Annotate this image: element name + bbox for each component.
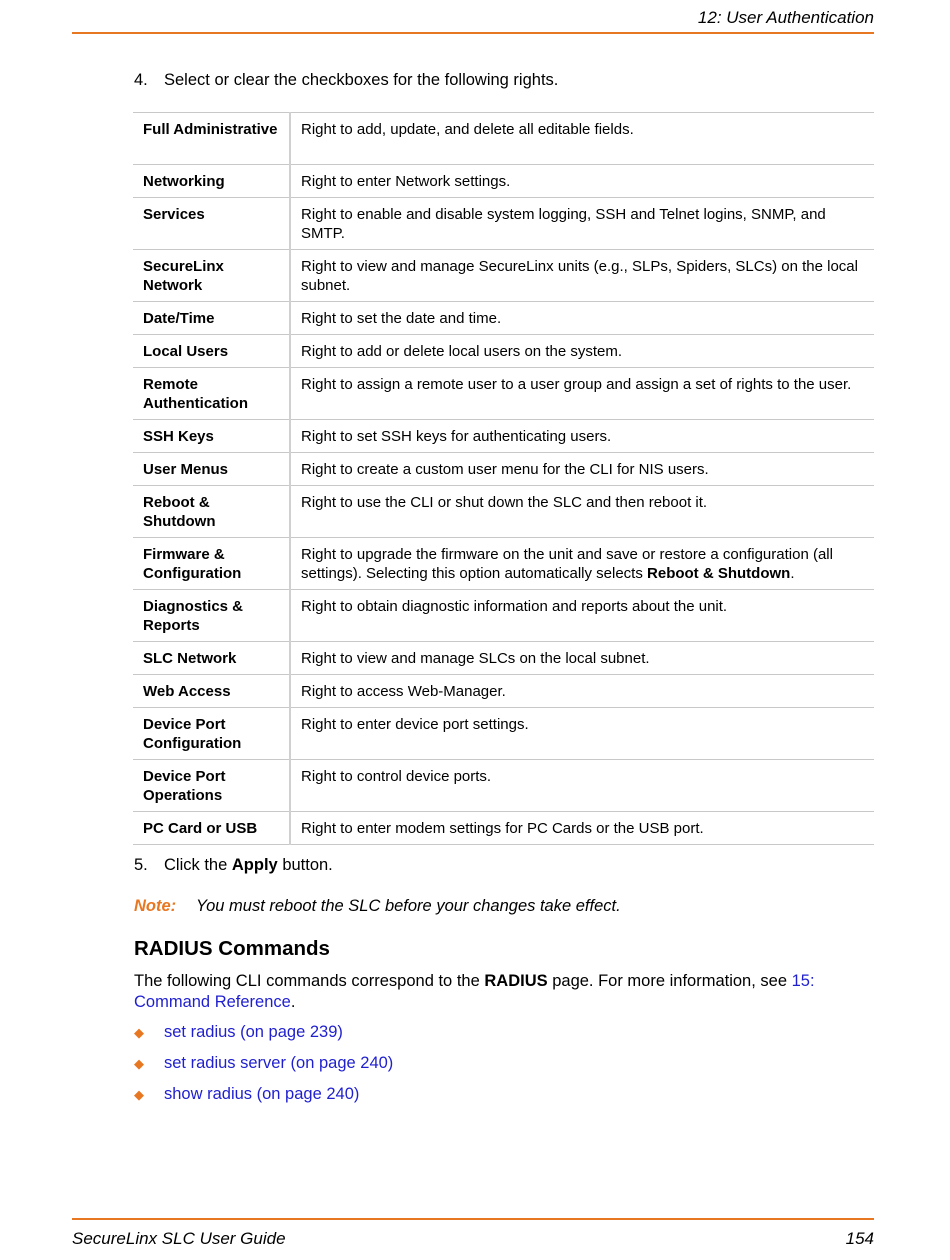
right-name: Device Port Configuration — [133, 708, 290, 760]
chapter-title: 12: User Authentication — [697, 8, 874, 27]
note — [134, 897, 621, 916]
description-text: Right to enable and disable system logging, SSH and Telnet logins, SNMP, and SMTP. — [301, 206, 826, 242]
description-text: Right to enter Network settings. — [301, 173, 511, 190]
description-text: Right to create a custom user menu for the CLI for NIS users. — [301, 461, 709, 478]
table-row — [133, 368, 874, 420]
right-name: Local Users — [133, 335, 290, 368]
right-name: Web Access — [133, 675, 290, 708]
description-end-text: . — [790, 565, 795, 582]
right-description — [290, 250, 874, 302]
right-description — [290, 302, 874, 335]
right-description — [290, 538, 874, 590]
table-row — [133, 113, 874, 165]
table-row — [133, 250, 874, 302]
show-radius-link[interactable]: show radius (on page 240) — [164, 1085, 360, 1103]
right-name: Full Administrative — [133, 113, 290, 165]
list-item — [134, 1084, 393, 1115]
right-description — [290, 453, 874, 486]
table-row — [133, 538, 874, 590]
description-text: Right to obtain diagnostic information and reports about the unit. — [301, 598, 728, 615]
right-description — [290, 708, 874, 760]
table-row — [133, 486, 874, 538]
table-row — [133, 642, 874, 675]
description-text: Right to set SSH keys for authenticating users. — [301, 428, 612, 445]
right-name: User Menus — [133, 453, 290, 486]
right-name: Firmware & Configuration — [133, 538, 290, 590]
right-name: PC Card or USB — [133, 812, 290, 845]
description-text: Right to set the date and time. — [301, 310, 502, 327]
right-description — [290, 335, 874, 368]
paragraph-text: . — [290, 993, 296, 1011]
right-name: SLC Network — [133, 642, 290, 675]
description-text: Right to add or delete local users on the system. — [301, 343, 623, 360]
document-title: SecureLinx SLC User Guide — [72, 1229, 286, 1248]
right-description — [290, 113, 874, 165]
right-description — [290, 642, 874, 675]
right-name: Reboot & Shutdown — [133, 486, 290, 538]
description-text: Right to enter modem settings for PC Cards or the USB port. — [301, 820, 704, 837]
right-description — [290, 812, 874, 845]
table-row — [133, 760, 874, 812]
right-description — [290, 368, 874, 420]
right-name: Networking — [133, 165, 290, 198]
page-number: 154 — [845, 1229, 874, 1248]
description-text: Right to enter device port settings. — [301, 716, 529, 733]
right-name: Date/Time — [133, 302, 290, 335]
step-number: 5. — [134, 856, 148, 874]
footer-rule — [72, 1218, 874, 1220]
step-text-post: button. — [282, 856, 333, 874]
paragraph-text: The following CLI commands correspond to the — [134, 972, 480, 990]
step-text-pre: Click the — [164, 856, 228, 874]
command-reference-link[interactable]: 15: Command Reference — [134, 972, 815, 1011]
radius-page-reference: RADIUS — [484, 972, 548, 990]
table-row — [133, 302, 874, 335]
note-text: You must reboot the SLC before your changes take effect. — [196, 897, 621, 915]
apply-button-reference: Apply — [231, 856, 278, 874]
description-text: Right to add, update, and delete all editable fields. — [301, 121, 634, 138]
description-text: Right to upgrade the firmware on the unit and save or restore a configuration (all settings). Selecting this option automatically selects — [301, 546, 833, 582]
diamond-bullet-icon: ◆ — [134, 1025, 144, 1040]
right-description — [290, 590, 874, 642]
right-description — [290, 198, 874, 250]
description-text: Right to assign a remote user to a user group and assign a set of rights to the user. — [301, 376, 852, 393]
table-row — [133, 590, 874, 642]
right-description — [290, 486, 874, 538]
diamond-bullet-icon: ◆ — [134, 1087, 144, 1102]
table-row — [133, 812, 874, 845]
set-radius-server-link[interactable]: set radius server (on page 240) — [164, 1054, 394, 1072]
step-4 — [134, 71, 558, 90]
table-row — [133, 165, 874, 198]
right-description — [290, 675, 874, 708]
step-number: 4. — [134, 71, 148, 89]
description-text: Right to view and manage SecureLinx units (e.g., SLPs, Spiders, SLCs) on the local subnet. — [301, 258, 858, 294]
rights-table — [133, 112, 874, 845]
table-row — [133, 420, 874, 453]
right-name: Device Port Operations — [133, 760, 290, 812]
right-name: Diagnostics & Reports — [133, 590, 290, 642]
description-text: Right to control device ports. — [301, 768, 492, 785]
description-text: Right to view and manage SLCs on the local subnet. — [301, 650, 650, 667]
right-name: SSH Keys — [133, 420, 290, 453]
section-paragraph — [134, 971, 854, 1013]
table-row — [133, 198, 874, 250]
set-radius-link[interactable]: set radius (on page 239) — [164, 1023, 343, 1041]
list-item — [134, 1053, 393, 1084]
table-row — [133, 453, 874, 486]
description-text: Right to access Web-Manager. — [301, 683, 506, 700]
right-description — [290, 165, 874, 198]
header-rule — [72, 32, 874, 34]
step-5 — [134, 856, 333, 875]
note-label: Note: — [134, 897, 177, 915]
step-text: Select or clear the checkboxes for the following rights. — [164, 71, 559, 89]
table-row — [133, 675, 874, 708]
paragraph-text: page. For more information, see — [552, 972, 787, 990]
description-text: Right to use the CLI or shut down the SLC and then reboot it. — [301, 494, 708, 511]
section-heading: RADIUS Commands — [134, 937, 330, 960]
command-list — [134, 1022, 393, 1115]
diamond-bullet-icon: ◆ — [134, 1056, 144, 1071]
right-description — [290, 760, 874, 812]
right-name: Remote Authentication — [133, 368, 290, 420]
list-item — [134, 1022, 393, 1053]
right-name: SecureLinx Network — [133, 250, 290, 302]
table-row — [133, 708, 874, 760]
description-bold-text: Reboot & Shutdown — [647, 565, 791, 582]
right-description — [290, 420, 874, 453]
right-name: Services — [133, 198, 290, 250]
table-row — [133, 335, 874, 368]
